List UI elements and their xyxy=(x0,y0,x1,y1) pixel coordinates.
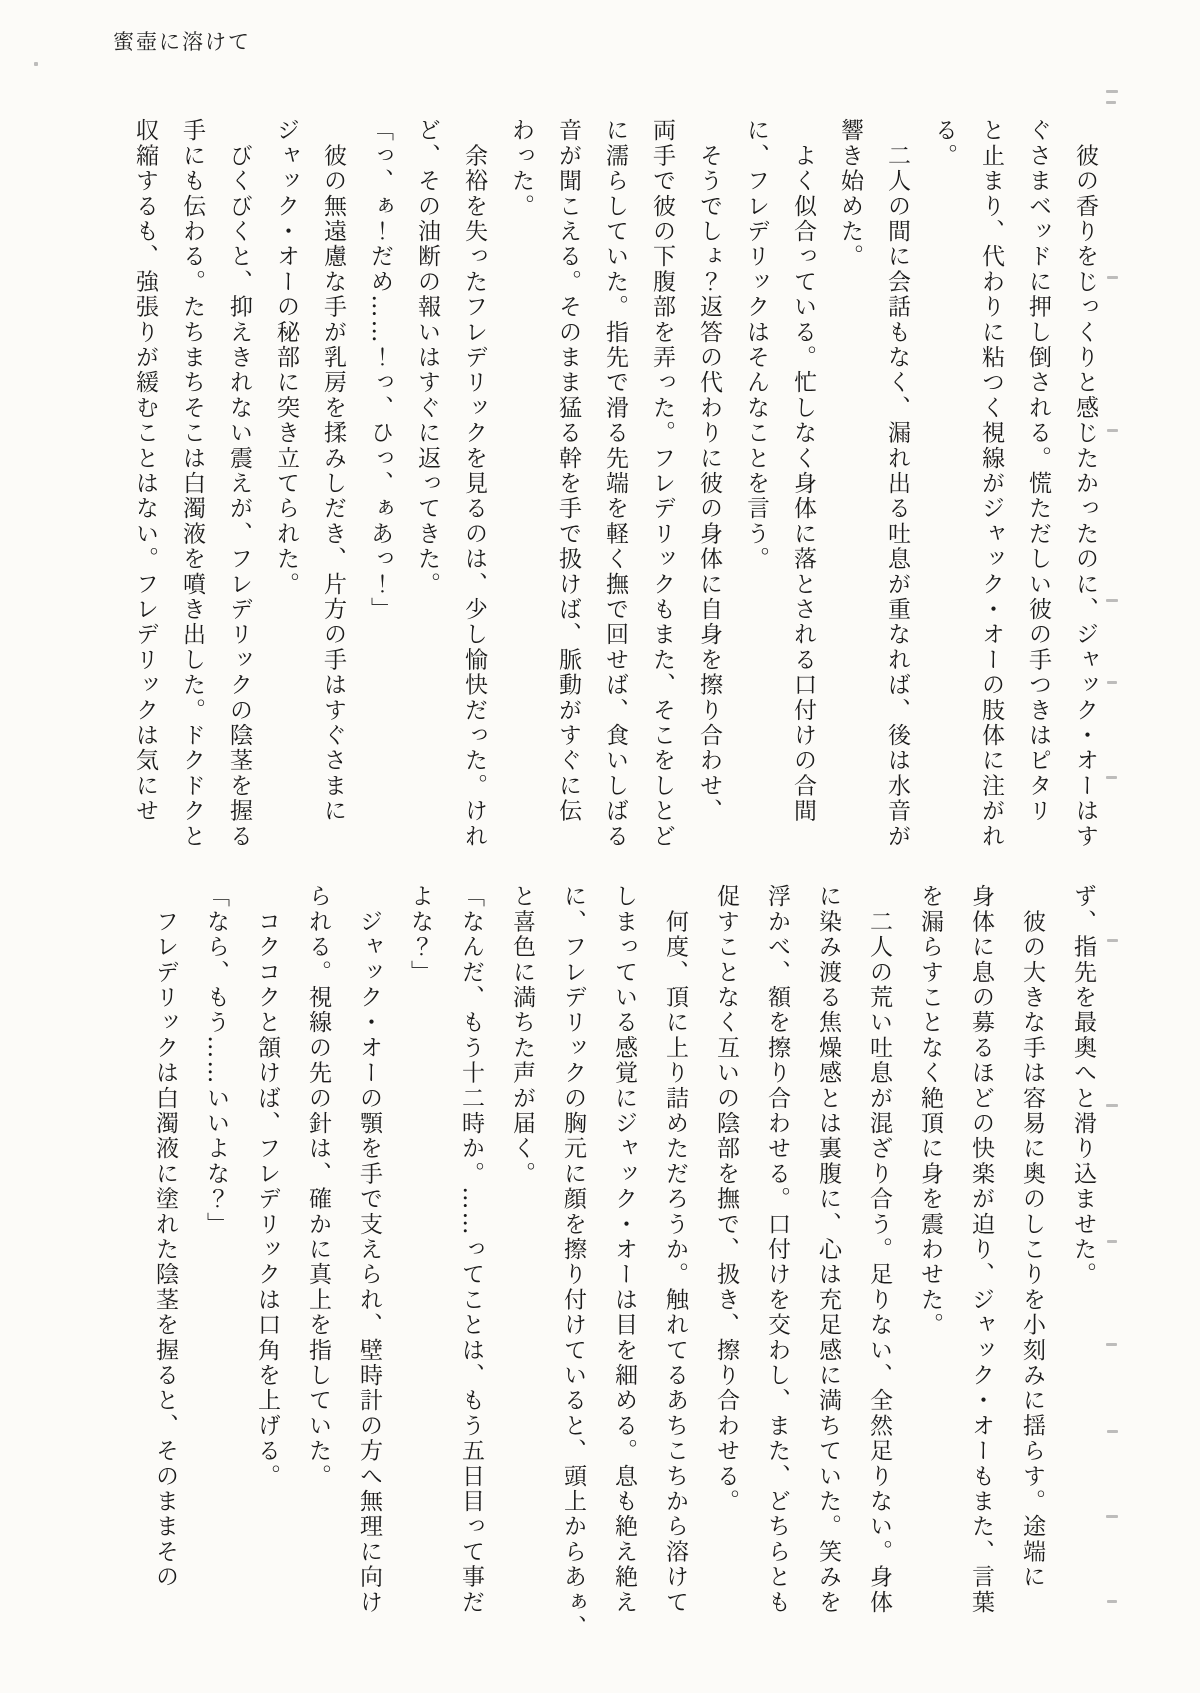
text-column: を漏らすことなく絶頂に身を震わせた。 xyxy=(917,884,943,1338)
scan-speck xyxy=(1107,1430,1118,1433)
text-column: 響き始めた。 xyxy=(837,118,863,270)
text-column: 「っ、ぁ！だめ……！っ、ひっ、ぁあっ！」 xyxy=(367,118,393,622)
text-column: ど、その油断の報いはすぐに返ってきた。 xyxy=(414,118,440,597)
text-column: 二人の荒い吐息が混ざり合う。足りない、全然足りない。身体 xyxy=(866,884,892,1615)
text-column: に濡らしていた。指先で滑る先端を軽く撫で回せば、食いしばる xyxy=(602,118,628,849)
text-column: に、フレデリックはそんなことを言う。 xyxy=(743,118,769,572)
scan-speck xyxy=(1107,1600,1117,1603)
text-column: 余裕を失ったフレデリックを見るのは、少し愉快だった。けれ xyxy=(461,118,487,849)
text-column: ジャック・オーの秘部に突き立てられた。 xyxy=(273,118,299,597)
text-column: よな？」 xyxy=(407,884,433,985)
text-column: 両手で彼の下腹部を弄った。フレデリックもまた、そこをしとど xyxy=(649,118,675,849)
text-column: フレデリックは白濁液に塗れた陰茎を握ると、そのままその xyxy=(152,884,178,1590)
scan-speck xyxy=(1107,276,1118,279)
text-column: ジャック・オーの顎を手で支えられ、壁時計の方へ無理に向け xyxy=(356,884,382,1615)
text-column: しまっている感覚にジャック・オーは目を細める。息も絶え絶え xyxy=(611,884,637,1615)
text-column: ず、指先を最奥へと滑り込ませた。 xyxy=(1070,884,1096,1288)
text-column: 何度、頂に上り詰めただろうか。触れてるあちこちから溶けて xyxy=(662,884,688,1615)
text-column: びくびくと、抑えきれない震えが、フレデリックの陰茎を握る xyxy=(226,118,252,849)
text-column: 音が聞こえる。そのまま猛る幹を手で扱けば、脈動がすぐに伝 xyxy=(555,118,581,824)
scan-speck xyxy=(1106,599,1118,602)
scan-speck xyxy=(34,62,38,66)
scan-speck xyxy=(1106,1515,1118,1518)
scan-speck xyxy=(1106,1343,1117,1346)
text-column: わった。 xyxy=(508,118,534,219)
text-column: 二人の間に会話もなく、漏れ出る吐息が重なれば、後は水音が xyxy=(884,118,910,849)
scan-speck xyxy=(1107,681,1117,684)
scan-speck xyxy=(1106,776,1117,779)
text-column: 促すことなく互いの陰部を撫で、扱き、擦り合わせる。 xyxy=(713,884,739,1514)
text-column: 手にも伝わる。たちまちそこは白濁液を噴き出した。ドクドクと xyxy=(179,118,205,849)
text-column: 身体に息の募るほどの快楽が迫り、ジャック・オーもまた、言葉 xyxy=(968,884,994,1615)
scan-speck xyxy=(1106,101,1116,104)
text-column: よく似合っている。忙しなく身体に落とされる口付けの合間 xyxy=(790,118,816,824)
text-column: 彼の無遠慮な手が乳房を揉みしだき、片方の手はすぐさまに xyxy=(320,118,346,824)
text-block-bottom xyxy=(139,884,1108,1652)
scan-speck xyxy=(1107,429,1118,432)
scan-speck xyxy=(1106,1104,1118,1107)
text-column: コクコクと頷けば、フレデリックは口角を上げる。 xyxy=(254,884,280,1489)
text-column: そうでしょ？返答の代わりに彼の身体に自身を擦り合わせ、 xyxy=(696,118,722,824)
text-column: 浮かべ、額を擦り合わせる。口付けを交わし、また、どちらとも xyxy=(764,884,790,1615)
text-column: と喜色に満ちた声が届く。 xyxy=(509,884,535,1187)
text-column: る。 xyxy=(931,118,957,169)
text-column: に染み渡る焦燥感とは裏腹に、心は充足感に満ちていた。笑みを xyxy=(815,884,841,1615)
text-column: 彼の香りをじっくりと感じたかったのに、ジャック・オーはす xyxy=(1072,118,1098,849)
page-title: 蜜壺に溶けて xyxy=(113,30,251,54)
text-column: ぐさまベッドに押し倒される。慌ただしい彼の手つきはピタリ xyxy=(1025,118,1051,824)
scan-speck xyxy=(1106,90,1118,93)
scan-speck xyxy=(1107,1240,1117,1243)
text-column: られる。視線の先の針は、確かに真上を指していた。 xyxy=(305,884,331,1489)
text-column: 「なんだ、もう十二時か。……ってことは、もう五日目って事だ xyxy=(458,884,484,1615)
text-block-top xyxy=(121,118,1108,866)
scan-speck xyxy=(1107,939,1118,942)
text-column: 収縮するも、強張りが緩むことはない。フレデリックは気にせ xyxy=(132,118,158,824)
text-column: と止まり、代わりに粘つく視線がジャック・オーの肢体に注がれ xyxy=(978,118,1004,849)
text-column: 「なら、もう……いいよな？」 xyxy=(203,884,229,1237)
text-column: 彼の大きな手は容易に奥のしこりを小刻みに揺らす。途端に xyxy=(1019,884,1045,1590)
text-column: に、フレデリックの胸元に顔を擦り付けていると、頭上からあぁ、 xyxy=(560,884,586,1640)
